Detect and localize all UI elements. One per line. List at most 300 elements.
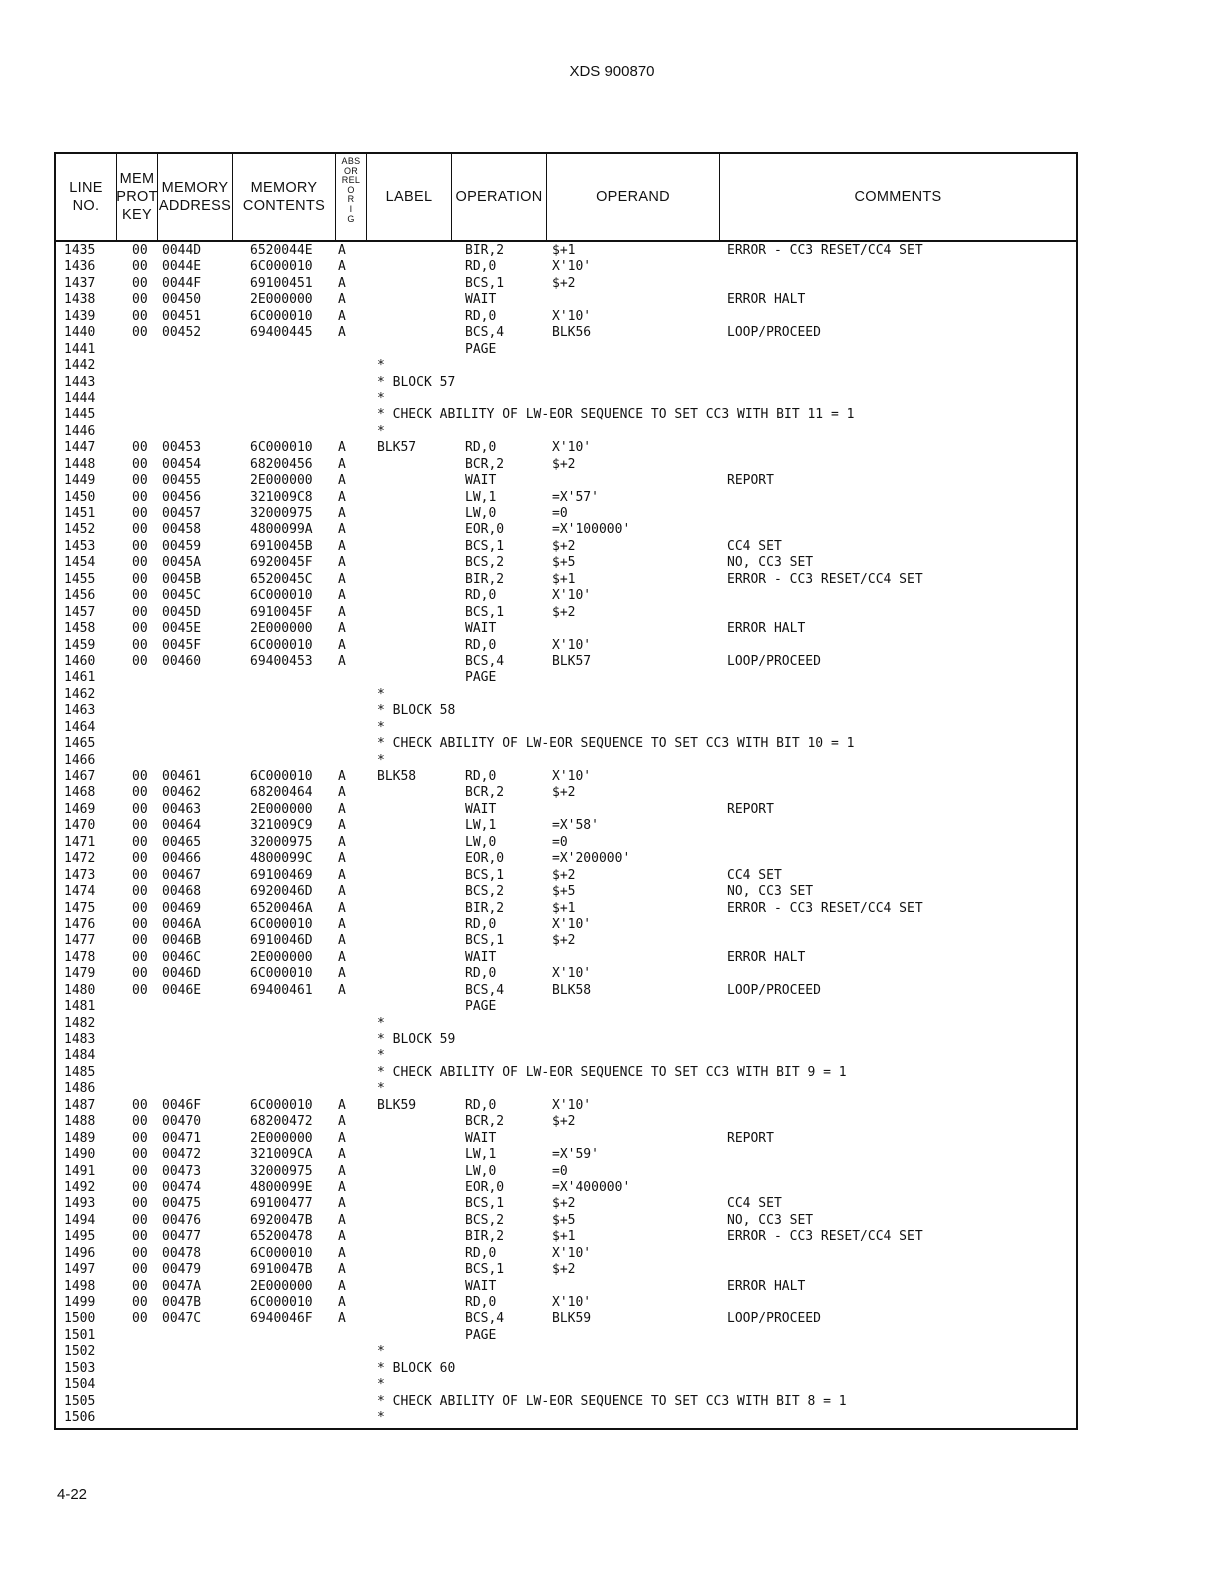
line-number: 1436 [64,259,96,275]
operation: WAIT [465,801,497,817]
label: * [377,752,385,768]
memory-contents: 6C000010 [250,440,313,456]
memory-address: 0046F [162,1097,202,1113]
memory-contents: 6910045F [250,604,313,620]
label: * CHECK ABILITY OF LW-EOR SEQUENCE TO SET CC3 WITH BIT 10 = 1 [377,736,855,752]
memory-address: 00466 [162,851,202,867]
line-number: 1471 [64,834,96,850]
operation: BIR,2 [465,243,505,258]
col-label: LABEL [385,189,433,205]
comment: CC4 SET [727,1196,782,1212]
memory-address: 0045A [162,555,202,571]
operand: =X'57' [552,489,599,505]
abs-rel-flag: A [338,571,346,587]
line-number: 1461 [64,670,96,686]
col-line-no: LINE NO. [69,180,103,214]
memory-address: 0047C [162,1311,202,1327]
abs-rel-flag: A [338,637,346,653]
abs-rel-flag: A [338,243,346,258]
memory-contents: 69400453 [250,653,313,669]
operation: BCS,2 [465,1212,505,1228]
operand: X'10' [552,259,592,275]
operand: =0 [552,834,568,850]
operation: RD,0 [465,637,497,653]
memory-contents: 6C000010 [250,1245,313,1261]
operand: $+1 [552,243,576,258]
line-number: 1462 [64,686,96,702]
operation: WAIT [465,473,497,489]
mem-prot-key: 00 [132,851,148,867]
mem-prot-key: 00 [132,867,148,883]
table-row [56,703,1076,719]
line-number: 1437 [64,275,96,291]
table-row [56,276,1076,292]
table-row [56,1147,1076,1163]
memory-contents: 4800099A [250,522,313,538]
abs-rel-flag: A [338,933,346,949]
table-row [56,1164,1076,1180]
operation: WAIT [465,1130,497,1146]
operation: WAIT [465,949,497,965]
memory-contents: 6C000010 [250,308,313,324]
memory-contents: 321009CA [250,1147,313,1163]
comment: REPORT [727,801,774,817]
operation: LW,1 [465,818,497,834]
abs-rel-flag: A [338,259,346,275]
table-row [56,1065,1076,1081]
operation: WAIT [465,292,497,308]
operand: =X'100000' [552,522,631,538]
label: * CHECK ABILITY OF LW-EOR SEQUENCE TO SET CC3 WITH BIT 8 = 1 [377,1393,847,1409]
line-number: 1435 [64,243,96,258]
mem-prot-key: 00 [132,916,148,932]
abs-rel-flag: A [338,604,346,620]
line-number: 1474 [64,884,96,900]
mem-prot-key: 00 [132,308,148,324]
line-number: 1445 [64,407,96,423]
line-number: 1489 [64,1130,96,1146]
operation: EOR,0 [465,1179,505,1195]
abs-rel-flag: A [338,538,346,554]
line-number: 1446 [64,423,96,439]
line-number: 1451 [64,506,96,521]
operation: BCS,1 [465,275,505,291]
line-number: 1449 [64,473,96,489]
line-number: 1497 [64,1262,96,1278]
abs-rel-flag: A [338,506,346,521]
memory-contents: 4800099E [250,1179,313,1195]
mem-prot-key: 00 [132,259,148,275]
operand: =X'59' [552,1147,599,1163]
table-row [56,1114,1076,1130]
abs-rel-flag: A [338,1262,346,1278]
mem-prot-key: 00 [132,621,148,637]
memory-address: 0045D [162,604,202,620]
operand: $+2 [552,867,576,883]
abs-rel-flag: A [338,1311,346,1327]
line-number: 1487 [64,1097,96,1113]
line-number: 1447 [64,440,96,456]
comment: LOOP/PROCEED [727,982,821,998]
table-row [56,1246,1076,1262]
label: * [377,686,385,702]
line-number: 1479 [64,966,96,982]
memory-contents: 2E000000 [250,1278,313,1294]
operand: $+2 [552,785,576,801]
operand: $+2 [552,456,576,472]
operation: LW,0 [465,834,497,850]
line-number: 1485 [64,1064,96,1080]
comment: ERROR HALT [727,949,806,965]
abs-rel-flag: A [338,473,346,489]
mem-prot-key: 00 [132,456,148,472]
line-number: 1481 [64,999,96,1015]
operand: X'10' [552,440,592,456]
abs-rel-flag: A [338,1245,346,1261]
mem-prot-key: 00 [132,637,148,653]
abs-rel-flag: A [338,900,346,916]
operation: EOR,0 [465,522,505,538]
memory-address: 00455 [162,473,202,489]
mem-prot-key: 00 [132,785,148,801]
table-row [56,243,1076,259]
listing-table [54,152,1078,1430]
mem-prot-key: 00 [132,884,148,900]
comment: ERROR HALT [727,621,806,637]
col-comments: COMMENTS [854,189,942,205]
mem-prot-key: 00 [132,801,148,817]
table-row [56,638,1076,654]
memory-contents: 6910047B [250,1262,313,1278]
memory-address: 00474 [162,1179,202,1195]
comment: LOOP/PROCEED [727,653,821,669]
table-row [56,753,1076,769]
mem-prot-key: 00 [132,1147,148,1163]
mem-prot-key: 00 [132,489,148,505]
line-number: 1440 [64,325,96,341]
operation: LW,0 [465,1163,497,1179]
mem-prot-key: 00 [132,982,148,998]
comment: NO, CC3 SET [727,884,814,900]
table-row [56,868,1076,884]
memory-contents: 68200472 [250,1114,313,1130]
table-row [56,884,1076,900]
line-number: 1452 [64,522,96,538]
table-row [56,785,1076,801]
mem-prot-key: 00 [132,292,148,308]
label: BLK57 [377,440,417,456]
memory-contents: 2E000000 [250,801,313,817]
mem-prot-key: 00 [132,900,148,916]
abs-rel-flag: A [338,867,346,883]
table-row [56,1361,1076,1377]
memory-address: 0045C [162,588,202,604]
operation: BCS,1 [465,604,505,620]
table-row [56,572,1076,588]
comment: ERROR - CC3 RESET/CC4 SET [727,243,923,258]
memory-contents: 321009C8 [250,489,313,505]
memory-address: 00465 [162,834,202,850]
label: * [377,1048,385,1064]
memory-contents: 6940046F [250,1311,313,1327]
line-number: 1455 [64,571,96,587]
label: * BLOCK 57 [377,374,456,390]
comment: NO, CC3 SET [727,1212,814,1228]
line-number: 1492 [64,1179,96,1195]
line-number: 1475 [64,900,96,916]
operand: BLK58 [552,982,592,998]
line-number: 1472 [64,851,96,867]
table-row [56,292,1076,308]
table-row [56,983,1076,999]
label: * [377,423,385,439]
line-number: 1490 [64,1147,96,1163]
memory-contents: 2E000000 [250,1130,313,1146]
abs-rel-flag: A [338,949,346,965]
memory-contents: 2E000000 [250,949,313,965]
operand: $+2 [552,275,576,291]
table-row [56,621,1076,637]
operation: RD,0 [465,769,497,784]
line-number: 1502 [64,1344,96,1360]
memory-contents: 65200478 [250,1229,313,1245]
line-number: 1442 [64,358,96,374]
memory-address: 0044F [162,275,202,291]
label: * BLOCK 58 [377,703,456,719]
operand: X'10' [552,308,592,324]
line-number: 1441 [64,341,96,357]
line-number: 1483 [64,1032,96,1047]
memory-address: 0046A [162,916,202,932]
operation: RD,0 [465,966,497,982]
memory-address: 0046D [162,966,202,982]
table-row [56,999,1076,1015]
memory-contents: 6C000010 [250,588,313,604]
mem-prot-key: 00 [132,1196,148,1212]
comment: LOOP/PROCEED [727,325,821,341]
label: * BLOCK 60 [377,1360,456,1376]
mem-prot-key: 00 [132,949,148,965]
memory-contents: 69100451 [250,275,313,291]
label: BLK59 [377,1097,417,1113]
operation: BIR,2 [465,900,505,916]
line-number: 1448 [64,456,96,472]
line-number: 1500 [64,1311,96,1327]
table-row [56,818,1076,834]
abs-rel-flag: A [338,489,346,505]
operation: BCS,4 [465,982,505,998]
memory-address: 00451 [162,308,202,324]
operation: RD,0 [465,1097,497,1113]
abs-rel-flag: A [338,851,346,867]
memory-contents: 32000975 [250,834,313,850]
label: * [377,1081,385,1097]
mem-prot-key: 00 [132,834,148,850]
operation: BCS,4 [465,653,505,669]
page-number: 4-22 [57,1486,88,1503]
memory-address: 00450 [162,292,202,308]
line-number: 1488 [64,1114,96,1130]
memory-contents: 6520046A [250,900,313,916]
abs-rel-flag: A [338,1130,346,1146]
table-row [56,522,1076,538]
line-number: 1463 [64,703,96,719]
operand: X'10' [552,1097,592,1113]
operation: BCS,1 [465,1196,505,1212]
line-number: 1470 [64,818,96,834]
abs-rel-flag: A [338,884,346,900]
operation: RD,0 [465,1245,497,1261]
table-row [56,539,1076,555]
abs-rel-flag: A [338,275,346,291]
memory-address: 00472 [162,1147,202,1163]
memory-contents: 6C000010 [250,1295,313,1310]
operand: $+5 [552,555,576,571]
operation: RD,0 [465,1295,497,1310]
operation: BCS,1 [465,1262,505,1278]
mem-prot-key: 00 [132,1278,148,1294]
abs-rel-flag: A [338,1295,346,1310]
mem-prot-key: 00 [132,818,148,834]
label: * [377,1377,385,1393]
document-header: XDS 900870 [569,63,655,80]
label: * CHECK ABILITY OF LW-EOR SEQUENCE TO SET CC3 WITH BIT 9 = 1 [377,1064,847,1080]
abs-rel-flag: A [338,1114,346,1130]
memory-address: 00462 [162,785,202,801]
operation: RD,0 [465,308,497,324]
memory-contents: 2E000000 [250,473,313,489]
memory-contents: 6910046D [250,933,313,949]
mem-prot-key: 00 [132,571,148,587]
line-number: 1467 [64,769,96,784]
abs-rel-flag: A [338,555,346,571]
table-row [56,375,1076,391]
table-row [56,342,1076,358]
line-number: 1469 [64,801,96,817]
memory-contents: 6920045F [250,555,313,571]
memory-contents: 6C000010 [250,769,313,784]
operation: BCS,4 [465,325,505,341]
table-row [56,1295,1076,1311]
table-row [56,473,1076,489]
memory-address: 00456 [162,489,202,505]
line-number: 1476 [64,916,96,932]
memory-address: 00476 [162,1212,202,1228]
operand: $+2 [552,1114,576,1130]
table-row [56,391,1076,407]
abs-rel-flag: A [338,522,346,538]
memory-address: 00477 [162,1229,202,1245]
line-number: 1504 [64,1377,96,1393]
line-number: 1478 [64,949,96,965]
line-number: 1454 [64,555,96,571]
mem-prot-key: 00 [132,440,148,456]
memory-contents: 68200464 [250,785,313,801]
operation: PAGE [465,1327,497,1343]
memory-contents: 321009C9 [250,818,313,834]
table-row [56,835,1076,851]
mem-prot-key: 00 [132,243,148,258]
operand: =0 [552,506,568,521]
table-header [56,154,1076,242]
operand: X'10' [552,1295,592,1310]
operation: RD,0 [465,259,497,275]
memory-contents: 69100477 [250,1196,313,1212]
operation: BCS,1 [465,538,505,554]
memory-address: 0047A [162,1278,202,1294]
label: * [377,358,385,374]
table-row [56,687,1076,703]
memory-address: 00454 [162,456,202,472]
operand: $+2 [552,538,576,554]
line-number: 1506 [64,1410,96,1426]
line-number: 1468 [64,785,96,801]
memory-address: 00458 [162,522,202,538]
mem-prot-key: 00 [132,1097,148,1113]
mem-prot-key: 00 [132,1262,148,1278]
table-row [56,605,1076,621]
memory-contents: 69100469 [250,867,313,883]
operation: WAIT [465,621,497,637]
line-number: 1457 [64,604,96,620]
table-row [56,588,1076,604]
operand: X'10' [552,637,592,653]
mem-prot-key: 00 [132,1163,148,1179]
abs-rel-flag: A [338,1212,346,1228]
operation: RD,0 [465,588,497,604]
label: * [377,1344,385,1360]
table-row [56,1262,1076,1278]
line-number: 1498 [64,1278,96,1294]
operand: =X'200000' [552,851,631,867]
mem-prot-key: 00 [132,933,148,949]
mem-prot-key: 00 [132,1311,148,1327]
memory-contents: 68200456 [250,456,313,472]
abs-rel-flag: A [338,325,346,341]
table-row [56,1131,1076,1147]
memory-address: 00452 [162,325,202,341]
line-number: 1493 [64,1196,96,1212]
line-number: 1473 [64,867,96,883]
memory-address: 00459 [162,538,202,554]
memory-address: 00473 [162,1163,202,1179]
table-row [56,1328,1076,1344]
line-number: 1464 [64,719,96,735]
label: BLK58 [377,769,417,784]
memory-contents: 6520044E [250,243,313,258]
line-number: 1480 [64,982,96,998]
col-operand: OPERAND [596,189,670,205]
table-row [56,966,1076,982]
table-row [56,490,1076,506]
line-number: 1495 [64,1229,96,1245]
line-number: 1453 [64,538,96,554]
operation: PAGE [465,670,497,686]
abs-rel-flag: A [338,1163,346,1179]
comment: ERROR HALT [727,292,806,308]
operation: BCS,4 [465,1311,505,1327]
memory-contents: 2E000000 [250,621,313,637]
table-row [56,1196,1076,1212]
operand: $+1 [552,1229,576,1245]
table-row [56,1279,1076,1295]
comment: ERROR - CC3 RESET/CC4 SET [727,900,923,916]
table-row [56,555,1076,571]
memory-contents: 6C000010 [250,966,313,982]
table-row [56,851,1076,867]
mem-prot-key: 00 [132,538,148,554]
memory-contents: 6910045B [250,538,313,554]
